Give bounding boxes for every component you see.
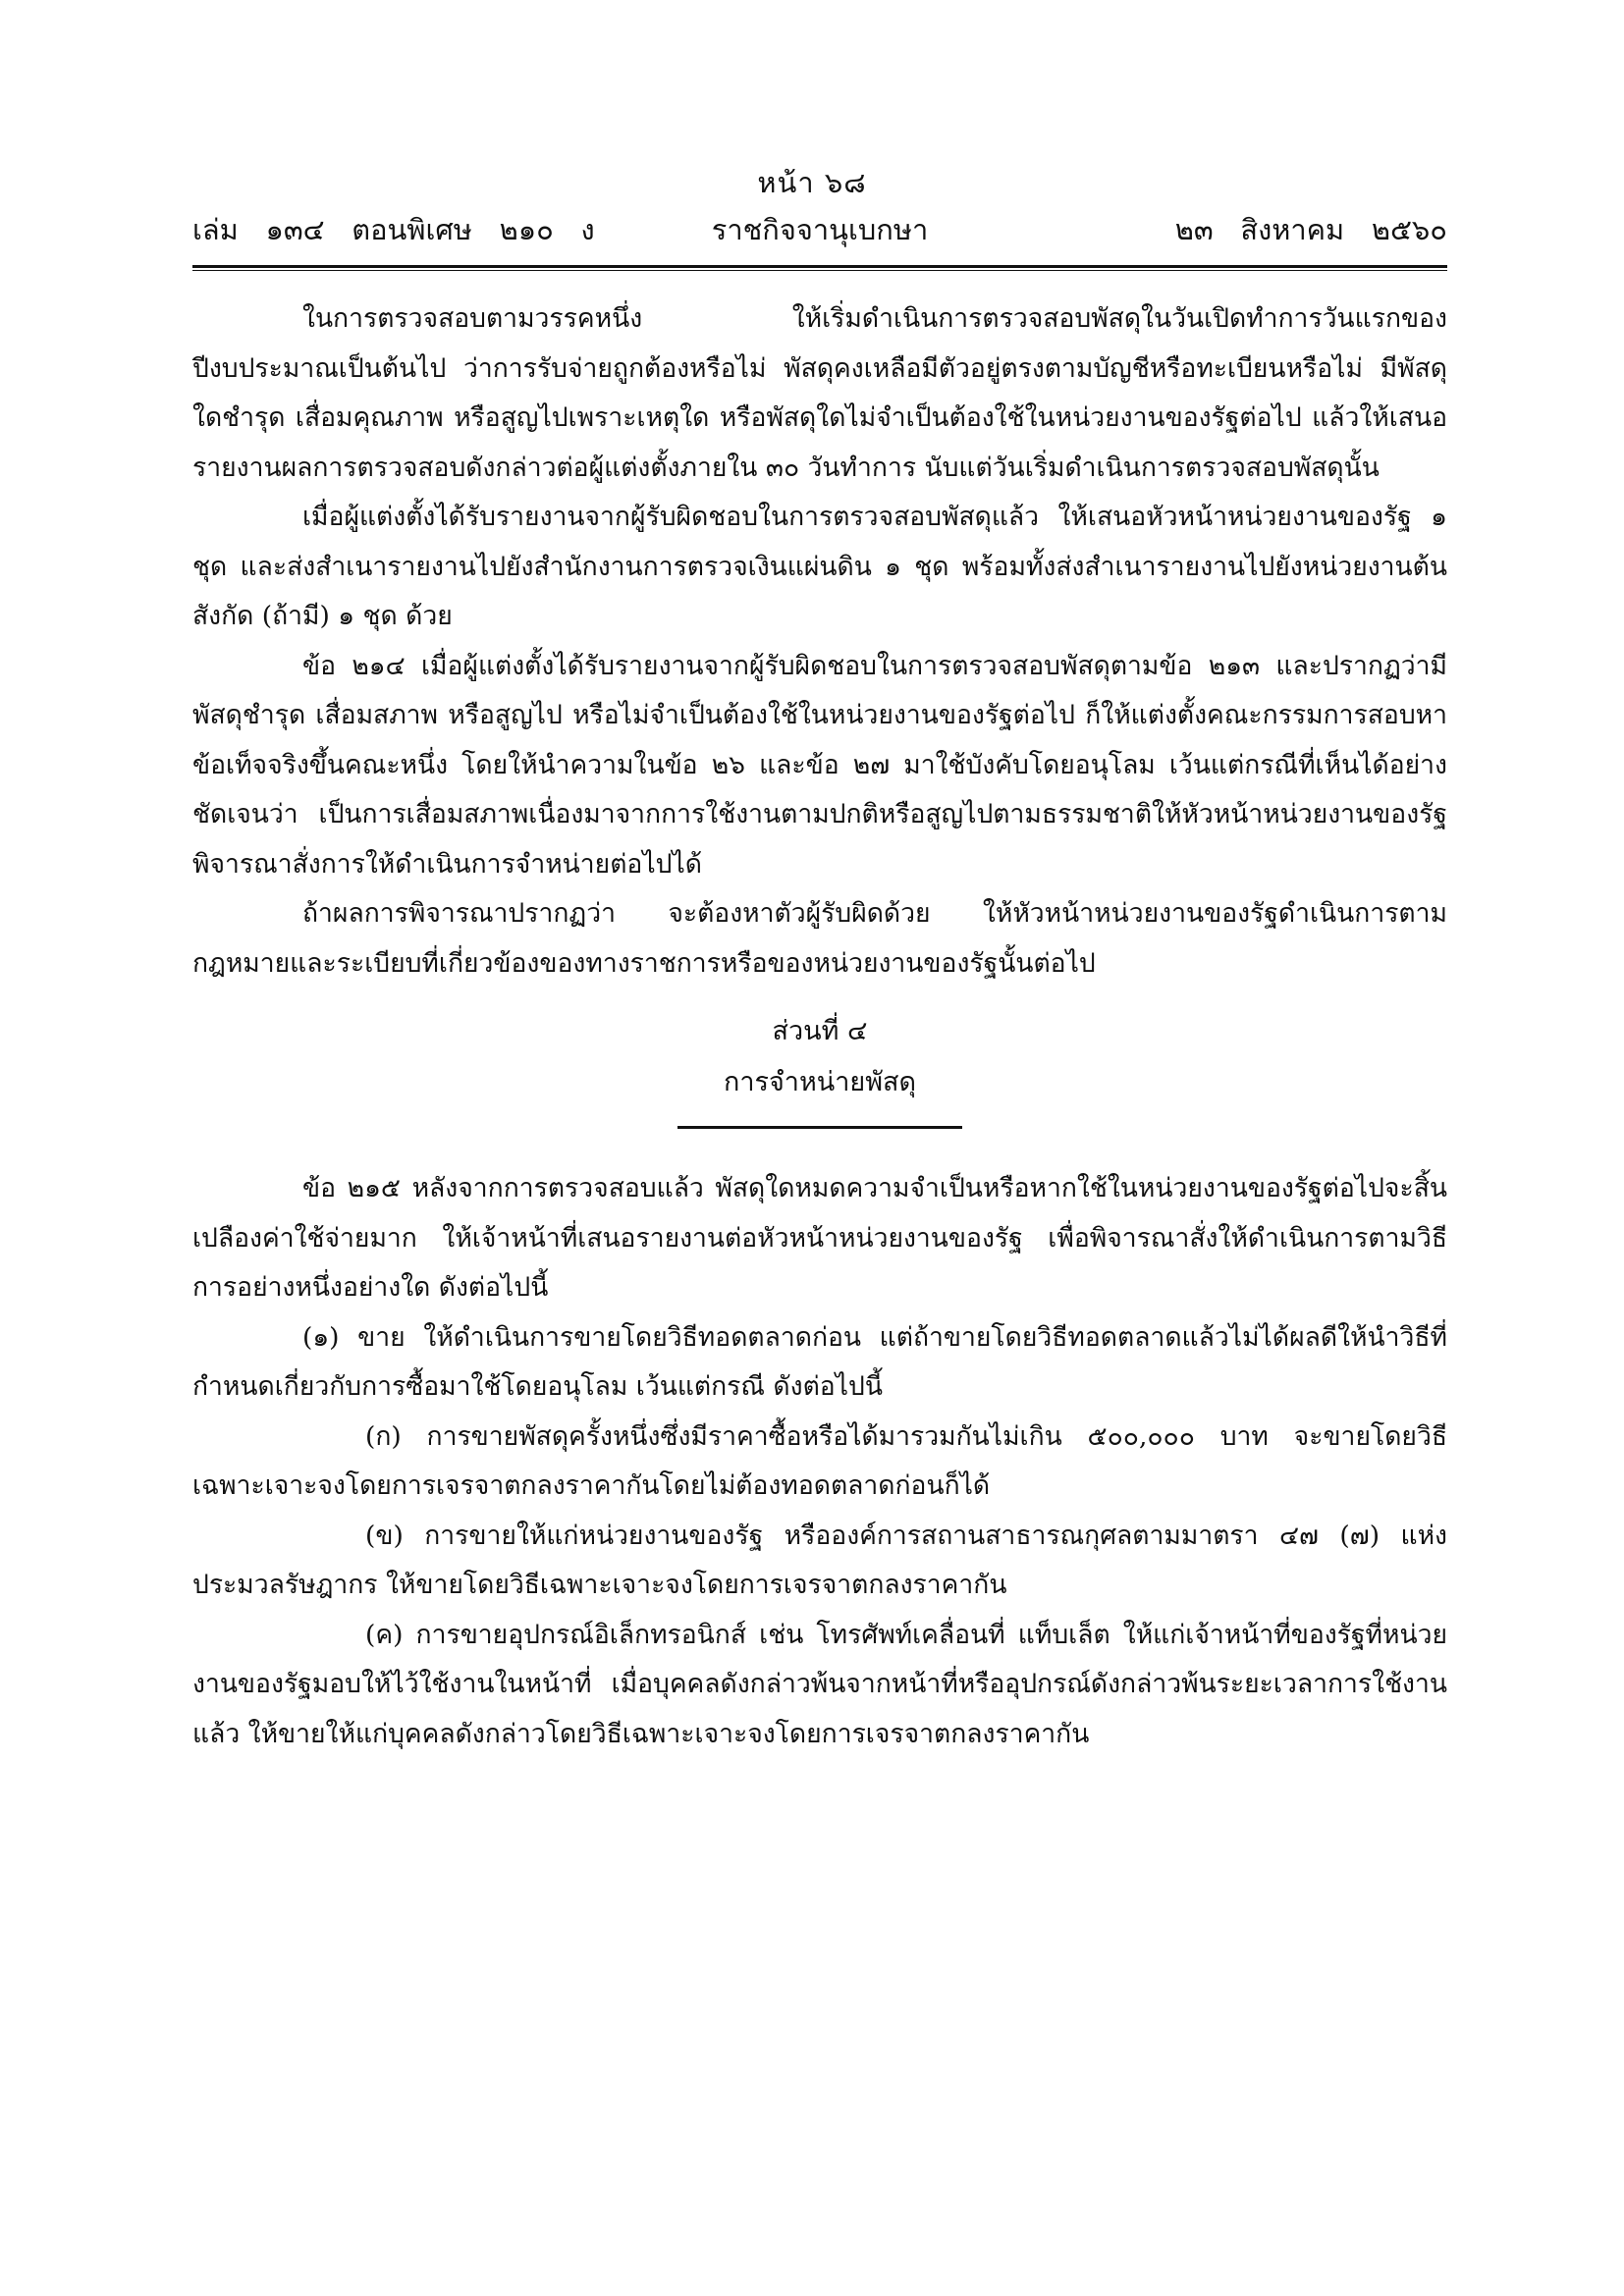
paragraph: เมื่อผู้แต่งตั้งได้รับรายงานจากผู้รับผิดชอบในการตรวจสอบพัสดุแล้ว ให้เสนอหัวหน้าหน่วยงานของรัฐ ๑ ชุด และส่งสำเนารายงานไปยังสำนักงานการตรวจเงินแผ่นดิน ๑ ชุด พร้อมทั้งส่งสำเนารายงานไปยังหน่วยงานต้นสังกัด (ถ้ามี) ๑ ชุด ด้วย [192,502,1447,631]
paragraph: ถ้าผลการพิจารณาปรากฏว่า จะต้องหาตัวผู้รับผิดด้วย ให้หัวหน้าหน่วยงานของรัฐดำเนินการตามกฎหมายและระเบียบที่เกี่ยวข้องของทางราชการหรือของหน่วยงานของรัฐนั้นต่อไป [192,898,1447,979]
header-divider [192,265,1447,271]
spacer [192,988,1447,1006]
publication-date: ๒๓ สิงหาคม ๒๕๖๐ [1174,213,1447,246]
publication-title: ราชกิจจานุเบกษา [711,213,929,246]
page-number: หน้า ๖๘ [757,166,867,199]
paragraph: ข้อ ๒๑๔ เมื่อผู้แต่งตั้งได้รับรายงานจากผู้รับผิดชอบในการตรวจสอบพัสดุตามข้อ ๒๑๓ และปรากฏว่ามีพัสดุชำรุด เสื่อมสภาพ หรือสูญไป หรือไม่จำเป็นต้องใช้ในหน่วยงานของรัฐต่อไป ก็ให้แต่งตั้งคณะกรรมการสอบหาข้อเท็จจริงขึ้นคณะหนึ่ง โดยให้นำความในข้อ ๒๖ และข้อ ๒๗ มาใช้บังคับโดยอนุโลม เว้นแต่กรณีที่เห็นได้อย่างชัดเจนว่า เป็นการเสื่อมสภาพเนื่องมาจากการใช้งานตามปกติหรือสูญไปตามธรรมชาติให้หัวหน้าหน่วยงานของรัฐพิจารณาสั่งการให้ดำเนินการจำหน่ายต่อไปได้ [192,650,1447,880]
paragraph: (๑) ขาย ให้ดำเนินการขายโดยวิธีทอดตลาดก่อน แต่ถ้าขายโดยวิธีทอดตลาดแล้วไม่ได้ผลดีให้นำวิธีที่กำหนดเกี่ยวกับการซื้อมาใช้โดยอนุโลม เว้นแต่กรณี ดังต่อไปนี้ [192,1321,1447,1402]
paragraph: ข้อ ๒๑๕ หลังจากการตรวจสอบแล้ว พัสดุใดหมดความจำเป็นหรือหากใช้ในหน่วยงานของรัฐต่อไปจะสิ้นเปลืองค่าใช้จ่ายมาก ให้เจ้าหน้าที่เสนอรายงานต่อหัวหน้าหน่วยงานของรัฐ เพื่อพิจารณาสั่งให้ดำเนินการตามวิธีการอย่างหนึ่งอย่างใด ดังต่อไปนี้ [192,1173,1447,1303]
sub-paragraph: (ก) การขายพัสดุครั้งหนึ่งซึ่งมีราคาซื้อหรือได้มารวมกันไม่เกิน ๕๐๐,๐๐๐ บาท จะขายโดยวิธีเฉพาะเจาะจงโดยการเจรจาตกลงราคากันโดยไม่ต้องทอดตลาดก่อนก็ได้ [192,1420,1447,1501]
volume-issue: เล่ม ๑๓๔ ตอนพิเศษ ๒๑๐ ง [192,213,595,246]
sub-paragraph: (ค) การขายอุปกรณ์อิเล็กทรอนิกส์ เช่น โทรศัพท์เคลื่อนที่ แท็บเล็ต ให้แก่เจ้าหน้าที่ของรัฐที่หน่วยงานของรัฐมอบให้ไว้ใช้งานในหน้าที่ เมื่อบุคคลดังกล่าวพ้นจากหน้าที่หรืออุปกรณ์ดังกล่าวพ้นระยะเวลาการใช้งานแล้ว ให้ขายให้แก่บุคคลดังกล่าวโดยวิธีเฉพาะเจาะจงโดยการเจรจาตกลงราคากัน [192,1619,1447,1749]
document-body [192,294,1447,1759]
section-number: ส่วนที่ ๔ [772,1016,868,1046]
section-divider [677,1126,962,1129]
paragraph: ในการตรวจสอบตามวรรคหนึ่ง ให้เริ่มดำเนินการตรวจสอบพัสดุในวันเปิดทำการวันแรกของปีงบประมาณเป็นต้นไป ว่าการรับจ่ายถูกต้องหรือไม่ พัสดุคงเหลือมีตัวอยู่ตรงตามบัญชีหรือทะเบียนหรือไม่ มีพัสดุใดชำรุด เสื่อมคุณภาพ หรือสูญไปเพราะเหตุใด หรือพัสดุใดไม่จำเป็นต้องใช้ในหน่วยงานของรัฐต่อไป แล้วให้เสนอรายงานผลการตรวจสอบดังกล่าวต่อผู้แต่งตั้งภายใน ๓๐ วันทำการ นับแต่วันเริ่มดำเนินการตรวจสอบพัสดุนั้น [192,303,1447,483]
section-title: การจำหน่ายพัสดุ [723,1067,917,1097]
sub-paragraph: (ข) การขายให้แก่หน่วยงานของรัฐ หรือองค์การสถานสาธารณกุศลตามมาตรา ๔๗ (๗) แห่งประมวลรัษฎากร ให้ขายโดยวิธีเฉพาะเจาะจงโดยการเจรจาตกลงราคากัน [192,1520,1447,1600]
header-row [192,210,1447,249]
